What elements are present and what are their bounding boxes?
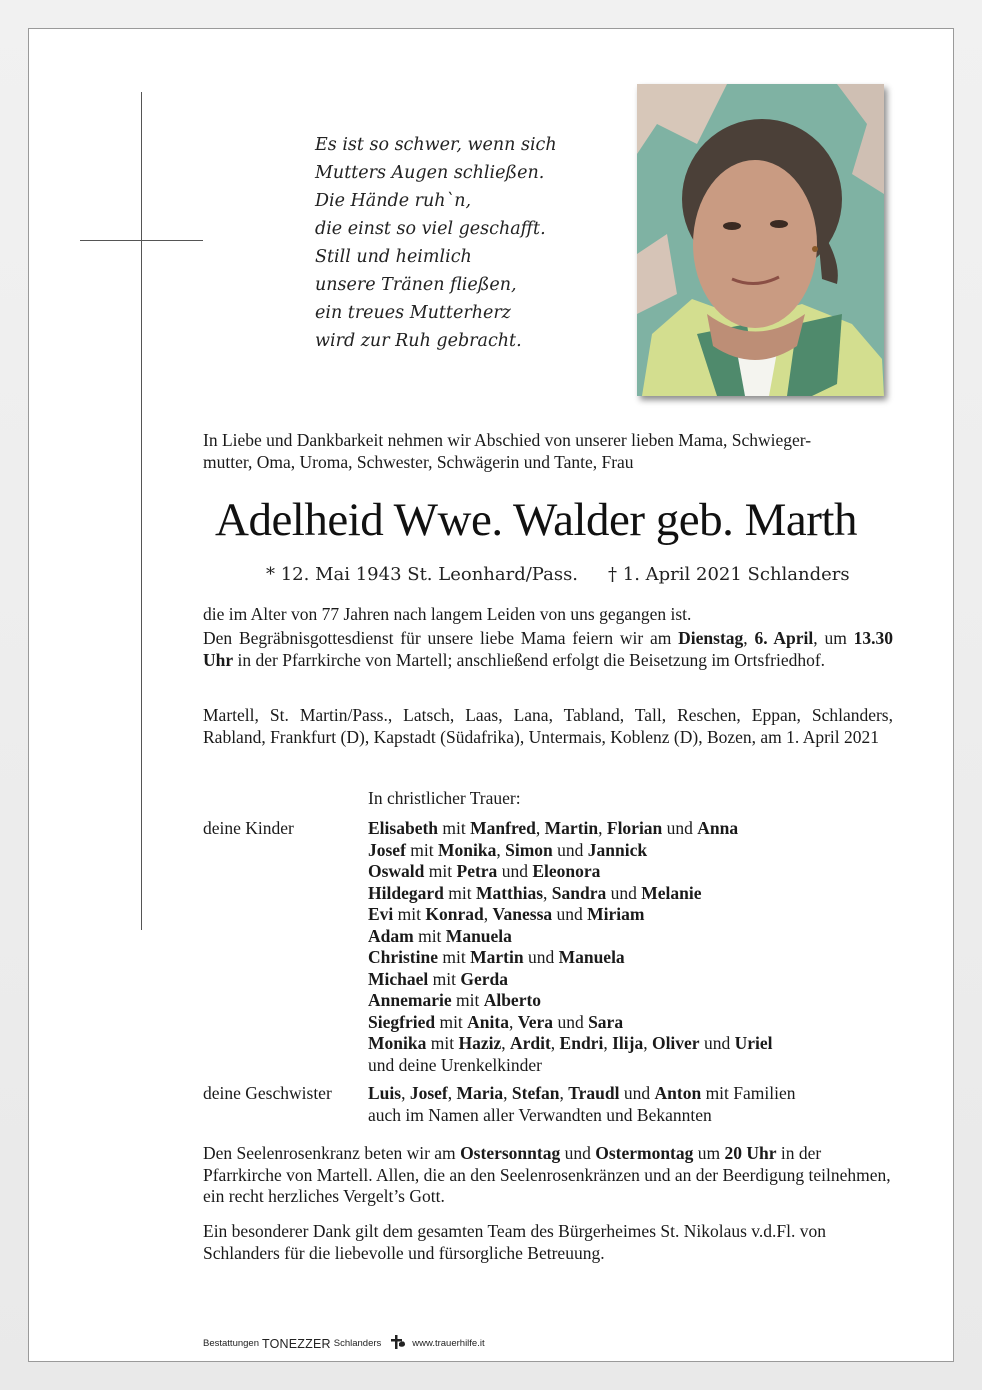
family-name: Oliver xyxy=(651,1033,700,1053)
children-line xyxy=(368,1012,772,1034)
children-list xyxy=(368,818,772,1076)
family-text: und xyxy=(497,861,533,881)
intro-line: mutter, Oma, Uroma, Schwester, Schwägerin und Tante, Frau xyxy=(203,451,634,472)
rosary-time: 20 Uhr xyxy=(724,1143,777,1163)
poem-line: ein treues Mutterherz xyxy=(315,303,511,323)
family-text: , xyxy=(496,839,506,860)
family-text: und xyxy=(552,839,588,860)
siblings-line xyxy=(368,1105,796,1127)
family-text: mit xyxy=(438,947,471,967)
family-text: mit xyxy=(424,861,457,881)
family-name: Uriel xyxy=(734,1033,773,1053)
family-name: Josef xyxy=(368,839,406,860)
family-name: Hildegard xyxy=(368,882,444,903)
family-text: mit xyxy=(426,1033,459,1053)
funeral-text xyxy=(203,628,893,671)
funeral-text-part: in der Pfarrkirche von Martell; anschließend erfolgt die Beisetzung im Ortsfriedhof. xyxy=(233,649,826,670)
family-name: Martin xyxy=(544,818,599,838)
family-text: mit xyxy=(435,1011,468,1032)
family-text: auch im Namen aller Verwandten und Bekannten xyxy=(368,1104,712,1125)
family-name: Manfred xyxy=(470,818,536,838)
family-text: und xyxy=(606,882,642,903)
family-text: , xyxy=(543,882,552,903)
children-line xyxy=(368,818,772,840)
family-text: , xyxy=(559,1083,569,1103)
children-label: deine Kinder xyxy=(203,818,294,838)
family-name: Annemarie xyxy=(368,990,452,1010)
children-line xyxy=(368,947,772,969)
rosary-text-part: um xyxy=(693,1143,725,1163)
family-name: Sara xyxy=(588,1011,624,1032)
family-text: und xyxy=(662,818,698,838)
family-text: mit xyxy=(428,968,461,989)
family-text: , xyxy=(550,1033,560,1053)
family-text: mit xyxy=(393,904,426,924)
family-name: Haziz xyxy=(458,1033,502,1053)
family-name: Petra xyxy=(456,861,498,881)
family-name: Manuela xyxy=(558,947,625,967)
family-text: , xyxy=(643,1033,652,1053)
family-text: mit Familien xyxy=(701,1083,796,1103)
children-line xyxy=(368,926,772,948)
places-text: Martell, St. Martin/Pass., Latsch, Laas, Lana, Tabland, Tall, Reschen, Eppan, Schlanders, Rabland, Frankfurt (D), Kapstadt (Südafrika), Untermais, Koblenz (D), Bozen, am 1. April 2021 xyxy=(203,705,893,747)
family-name: Anna xyxy=(697,818,739,838)
family-name: Alberto xyxy=(483,990,542,1010)
siblings-line xyxy=(368,1083,796,1105)
family-text: mit xyxy=(405,839,438,860)
family-name: Sandra xyxy=(551,882,607,903)
family-text: , xyxy=(447,1083,457,1103)
footer-url[interactable]: www.trauerhilfe.it xyxy=(412,1338,485,1349)
family-name: Adam xyxy=(368,925,414,946)
trauerhilfe-logo-icon xyxy=(389,1335,407,1352)
family-name: Eleonora xyxy=(532,861,601,881)
family-text: , xyxy=(598,818,607,838)
rosary-text-part: Den Seelenrosenkranz beten wir am xyxy=(203,1143,461,1163)
family-name: Elisabeth xyxy=(368,818,439,838)
family-text: mit xyxy=(413,925,446,946)
family-name: Christine xyxy=(368,947,438,967)
family-name: Florian xyxy=(606,818,663,838)
family-text: , xyxy=(483,904,493,924)
poem xyxy=(315,131,557,355)
family-name: Anton xyxy=(654,1083,702,1103)
family-name: Matthias xyxy=(475,882,544,903)
children-line xyxy=(368,840,772,862)
family-text: , xyxy=(503,1083,512,1103)
children-line xyxy=(368,990,772,1012)
funeral-text-part: , um xyxy=(813,628,854,648)
footer-brand: TONEZZER xyxy=(262,1336,331,1351)
poem-line: wird zur Ruh gebracht. xyxy=(315,331,522,351)
family-name: Martin xyxy=(470,947,524,967)
family-name: Evi xyxy=(368,904,394,924)
intro-text xyxy=(203,430,893,473)
family-name: Jannick xyxy=(587,839,648,860)
family-text: , xyxy=(401,1083,410,1103)
deceased-name: Adelheid Wwe. Walder geb. Marth xyxy=(215,494,857,546)
family-text: , xyxy=(501,1033,510,1053)
family-name: Michael xyxy=(368,968,429,989)
children-line xyxy=(368,861,772,883)
rosary-day-1: Ostersonntag xyxy=(460,1143,561,1163)
siblings-list xyxy=(368,1083,796,1126)
children-line xyxy=(368,883,772,905)
age-text: die im Alter von 77 Jahren nach langem Leiden von uns gegangen ist. xyxy=(203,604,692,624)
birth-date: * 12. Mai 1943 St. Leonhard/Pass. xyxy=(266,564,579,585)
siblings-label: deine Geschwister xyxy=(203,1083,332,1103)
family-name: Ilija xyxy=(612,1033,644,1053)
family-name: Monika xyxy=(368,1033,427,1053)
family-name: Monika xyxy=(438,839,497,860)
poem-line: Still und heimlich xyxy=(315,247,472,267)
family-name: Manuela xyxy=(445,925,512,946)
family-name: Maria xyxy=(456,1083,504,1103)
funeral-day: Dienstag xyxy=(678,628,744,648)
poem-line: Mutters Augen schließen. xyxy=(315,163,545,183)
family-text: , xyxy=(535,818,545,838)
family-text: und deine Urenkelkinder xyxy=(368,1054,542,1075)
footer xyxy=(203,1335,485,1352)
cross-icon-horizontal xyxy=(80,240,203,241)
family-name: Melanie xyxy=(641,882,702,903)
family-text: und xyxy=(699,1033,735,1053)
poem-line: Es ist so schwer, wenn sich xyxy=(315,135,557,155)
children-line xyxy=(368,1033,772,1055)
life-dates xyxy=(266,563,850,587)
poem-line: die einst so viel geschafft. xyxy=(315,219,546,239)
family-name: Ardit xyxy=(509,1033,551,1053)
family-name: Anita xyxy=(467,1011,509,1032)
family-name: Oswald xyxy=(368,861,425,881)
family-text: und xyxy=(619,1083,655,1103)
portrait-photo xyxy=(637,84,884,396)
family-name: Traudl xyxy=(568,1083,620,1103)
family-name: Endri xyxy=(559,1033,604,1053)
funeral-text-part: Den Begräbnisgottesdienst für unsere liebe Mama feiern wir am xyxy=(203,628,679,648)
family-name: Miriam xyxy=(587,904,645,924)
family-name: Stefan xyxy=(511,1083,560,1103)
rosary-text xyxy=(203,1143,893,1208)
family-text: mit xyxy=(451,990,484,1010)
family-name: Gerda xyxy=(460,968,508,989)
footer-pre: Bestattungen xyxy=(203,1338,259,1349)
funeral-text-part: , xyxy=(743,628,755,648)
family-name: Josef xyxy=(409,1083,448,1103)
poem-line: Die Hände ruh`n, xyxy=(315,191,472,211)
footer-town: Schlanders xyxy=(333,1338,382,1349)
family-name: Luis xyxy=(368,1083,402,1103)
children-line xyxy=(368,904,772,926)
intro-line: In Liebe und Dankbarkeit nehmen wir Abschied von unserer lieben Mama, Schwieger- xyxy=(203,430,812,450)
poem-line: unsere Tränen fließen, xyxy=(315,275,517,295)
family-name: Konrad xyxy=(425,904,484,924)
family-text: mit xyxy=(443,882,476,903)
mourning-heading: In christlicher Trauer: xyxy=(368,788,521,808)
funeral-date: 6. April xyxy=(754,628,814,648)
family-name: Vera xyxy=(517,1011,554,1032)
family-name: Simon xyxy=(505,839,553,860)
thanks-text: Ein besonderer Dank gilt dem gesamten Team des Bürgerheimes St. Nikolaus v.d.Fl. von Schlanders für die liebevolle und fürsorgliche Betreuung. xyxy=(203,1221,826,1263)
rosary-day-2: Ostermontag xyxy=(595,1143,694,1163)
family-name: Vanessa xyxy=(492,904,553,924)
family-text: mit xyxy=(438,818,471,838)
funeral-time: 13.30 Uhr xyxy=(203,628,893,670)
children-line xyxy=(368,1055,772,1077)
rosary-text-part: in der Pfarrkirche von Martell. Allen, die an den Seelenrosenkränzen und an der Beerdigung teilnehmen, ein recht herzliches Vergelt’s Gott. xyxy=(203,1143,891,1206)
death-date: † 1. April 2021 Schlanders xyxy=(608,564,850,585)
children-line xyxy=(368,969,772,991)
family-text: und xyxy=(552,904,588,924)
family-text: , xyxy=(508,1011,518,1032)
family-text: und xyxy=(523,947,559,967)
family-text: , xyxy=(603,1033,613,1053)
family-name: Siegfried xyxy=(368,1011,436,1032)
family-text: und xyxy=(553,1011,589,1032)
rosary-text-part: und xyxy=(560,1143,596,1163)
